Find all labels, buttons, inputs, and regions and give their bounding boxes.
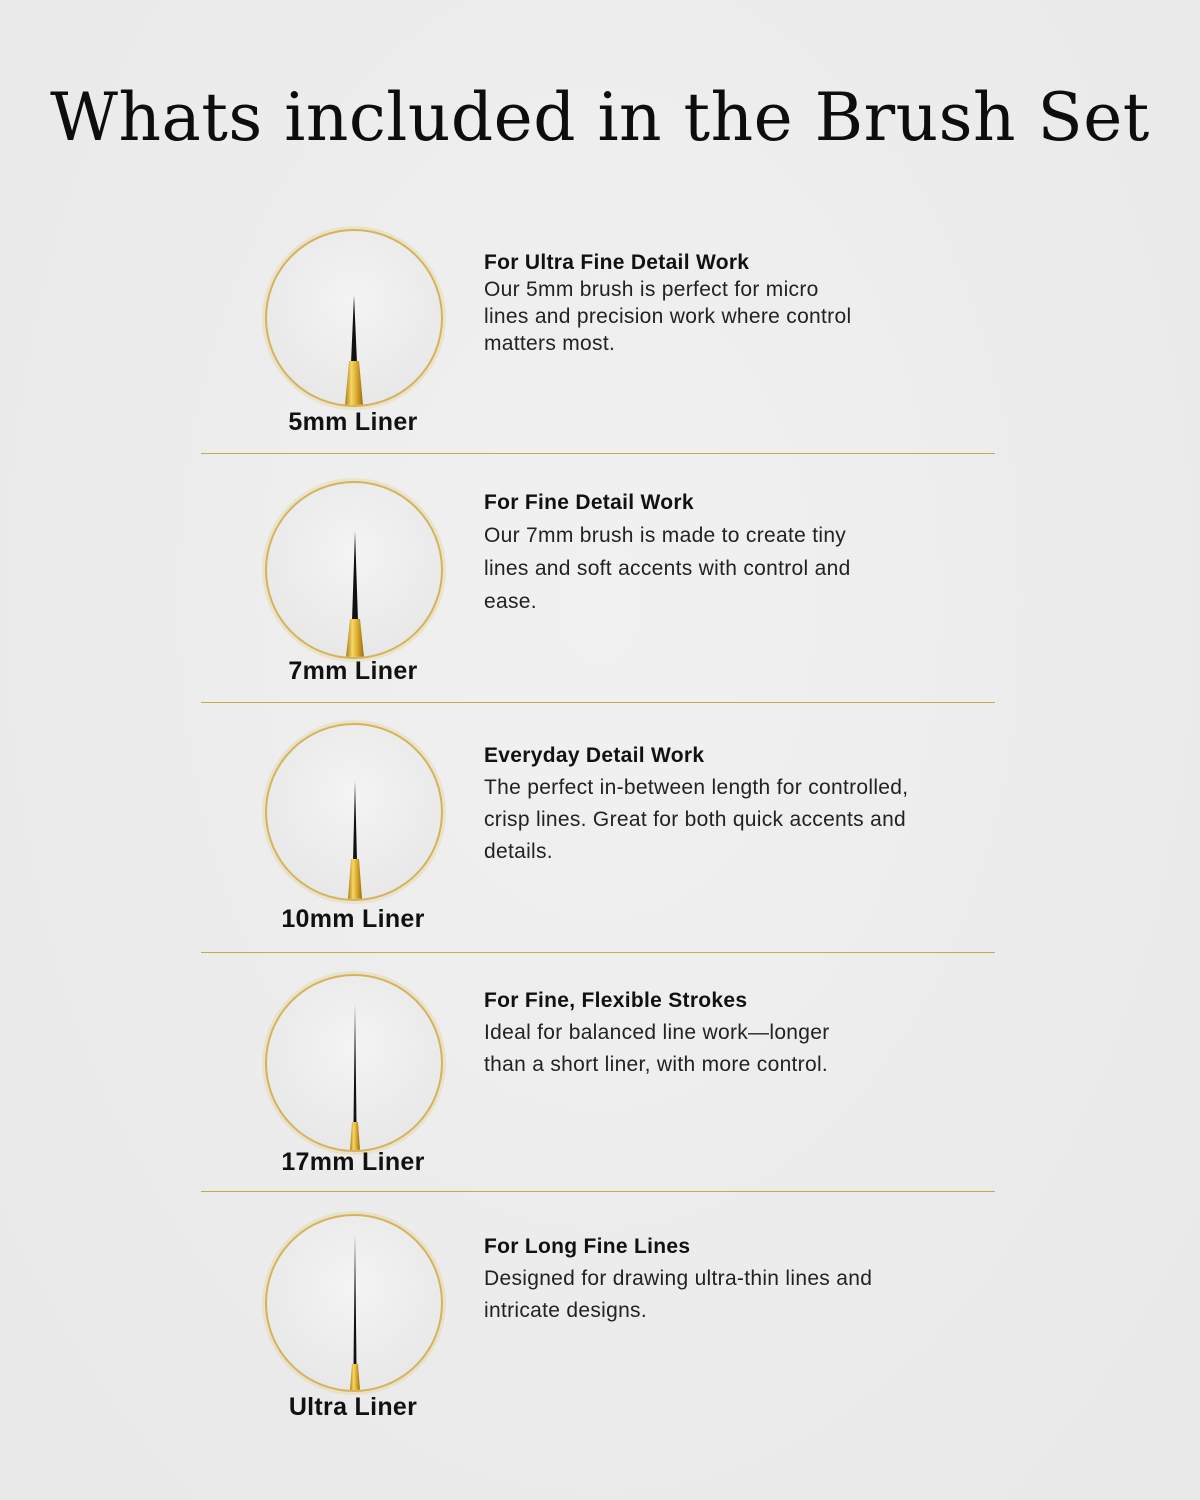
brush-description-10mm	[484, 742, 924, 868]
brush-text-5mm: Our 5mm brush is perfect for micro lines and precision work where control matters most.	[484, 278, 852, 355]
brush-heading-7mm: For Fine Detail Work	[484, 491, 694, 514]
brush-5mm-icon	[267, 231, 441, 405]
brush-image-ultra	[265, 1214, 443, 1392]
brush-17mm-icon	[267, 976, 441, 1150]
brush-heading-17mm: For Fine, Flexible Strokes	[484, 989, 748, 1012]
brush-image-17mm	[265, 974, 443, 1152]
brush-text-17mm: Ideal for balanced line work—longer than a short liner, with more control.	[484, 1021, 830, 1076]
divider	[201, 702, 995, 703]
brush-label-ultra: Ultra Liner	[288, 1393, 418, 1421]
brush-image-5mm	[265, 229, 443, 407]
divider	[201, 1191, 995, 1192]
divider	[201, 453, 995, 454]
brush-7mm-icon	[267, 483, 441, 657]
brush-description-5mm	[484, 249, 924, 357]
brush-description-17mm	[484, 987, 924, 1081]
brush-text-7mm: Our 7mm brush is made to create tiny lines and soft accents with control and ease.	[484, 524, 851, 613]
brush-image-7mm	[265, 481, 443, 659]
brush-description-ultra	[484, 1233, 924, 1327]
brush-description-7mm	[484, 489, 924, 618]
brush-label-17mm: 17mm Liner	[281, 1148, 425, 1176]
brush-text-ultra: Designed for drawing ultra-thin lines and intricate designs.	[484, 1267, 873, 1322]
brush-heading-5mm: For Ultra Fine Detail Work	[484, 251, 750, 274]
brush-ultra-icon	[267, 1216, 441, 1390]
brush-label-7mm: 7mm Liner	[288, 657, 418, 685]
brush-10mm-icon	[267, 725, 441, 899]
brush-text-10mm: The perfect in-between length for controlled, crisp lines. Great for both quick accents and details.	[484, 776, 909, 863]
brush-label-5mm: 5mm Liner	[288, 408, 418, 436]
divider	[201, 952, 995, 953]
page-title: Whats included in the Brush Set	[50, 79, 1150, 156]
brush-label-10mm: 10mm Liner	[281, 905, 425, 933]
brush-heading-10mm: Everyday Detail Work	[484, 744, 705, 767]
brush-heading-ultra: For Long Fine Lines	[484, 1235, 691, 1258]
brush-image-10mm	[265, 723, 443, 901]
